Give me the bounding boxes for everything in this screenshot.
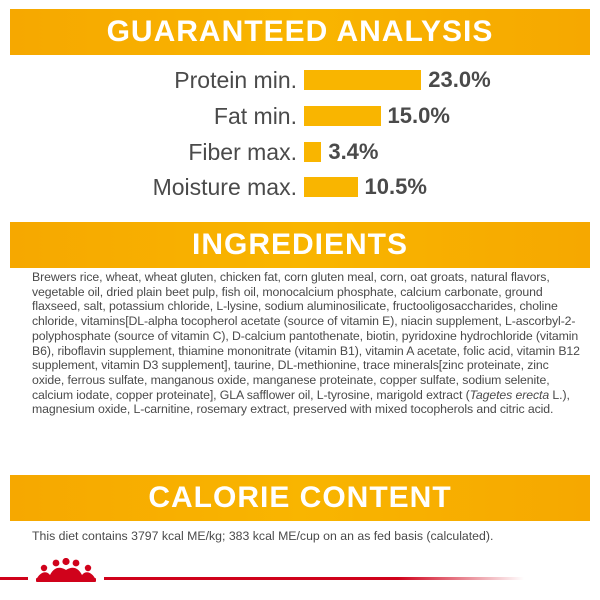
analysis-row-moisture <box>0 172 600 202</box>
ingredients-text-end: L.), magnesium oxide, L-carnitine, rosemary extract, preserved with mixed tocopherols and citric acid. <box>32 387 570 417</box>
analysis-value: 3.4% <box>328 139 379 164</box>
ingredients-text: Brewers rice, wheat, wheat gluten, chicken fat, corn gluten meal, corn, oat groats, natural flavors, vegetable oil, dried plain beet pulp, fish oil, monocalcium phosphate, calcium carbonate, ground flaxseed, salt, potassium chloride, L-lysine, sodium aluminosilicate, fructooligosaccharides, choline chloride, vitamins[DL-alpha tocopherol acetate (source of vitamin E), niacin supplement, L-ascorbyl-2-polyphosphate (source of vitamin C), D-calcium pantothenate, biotin, pyridoxine hydrochloride (vitamin B6), riboflavin supplement, thiamine mononitrate (vitamin B1), vitamin A acetate, folic acid, vitamin B12 supplement, vitamin D3 supplement], taurine, DL-methionine, trace minerals[zinc proteinate, zinc oxide, ferrous sulfate, manganous oxide, manganese proteinate, copper sulfate, sodium selenite, calcium iodate, copper proteinate], GLA safflower oil, L-tyrosine, marigold extract ( <box>32 270 580 402</box>
analysis-bar <box>304 177 358 197</box>
guaranteed-analysis-banner <box>10 9 590 55</box>
analysis-value: 10.5% <box>364 174 427 199</box>
analysis-bar <box>304 70 421 90</box>
analysis-bar <box>304 142 321 162</box>
analysis-row-fiber <box>0 137 600 167</box>
analysis-bar <box>304 106 381 126</box>
analysis-label: Fiber max. <box>188 139 297 165</box>
analysis-value: 23.0% <box>428 67 491 92</box>
calorie-content-banner <box>10 475 590 521</box>
footer-red-line-left <box>0 577 28 580</box>
ingredients-list <box>32 270 584 417</box>
ingredients-banner <box>10 222 590 268</box>
analysis-label: Protein min. <box>174 67 297 93</box>
footer-red-line-right <box>104 577 524 580</box>
analysis-label: Fat min. <box>213 103 297 129</box>
analysis-label: Moisture max. <box>152 174 297 200</box>
guaranteed-analysis-heading: GUARANTEED ANALYSIS <box>106 15 494 48</box>
calorie-content-heading: CALORIE CONTENT <box>148 481 452 514</box>
analysis-row-fat <box>0 101 600 131</box>
analysis-row-protein <box>0 65 600 95</box>
calorie-statement: This diet contains 3797 kcal ME/kg; 383 kcal ME/cup on an as fed basis (calculated). <box>32 529 494 543</box>
ingredients-heading: INGREDIENTS <box>191 228 409 261</box>
crown-icon <box>30 558 102 588</box>
ingredients-italic-text: Tagetes erecta <box>469 387 550 402</box>
analysis-value: 15.0% <box>387 103 450 128</box>
